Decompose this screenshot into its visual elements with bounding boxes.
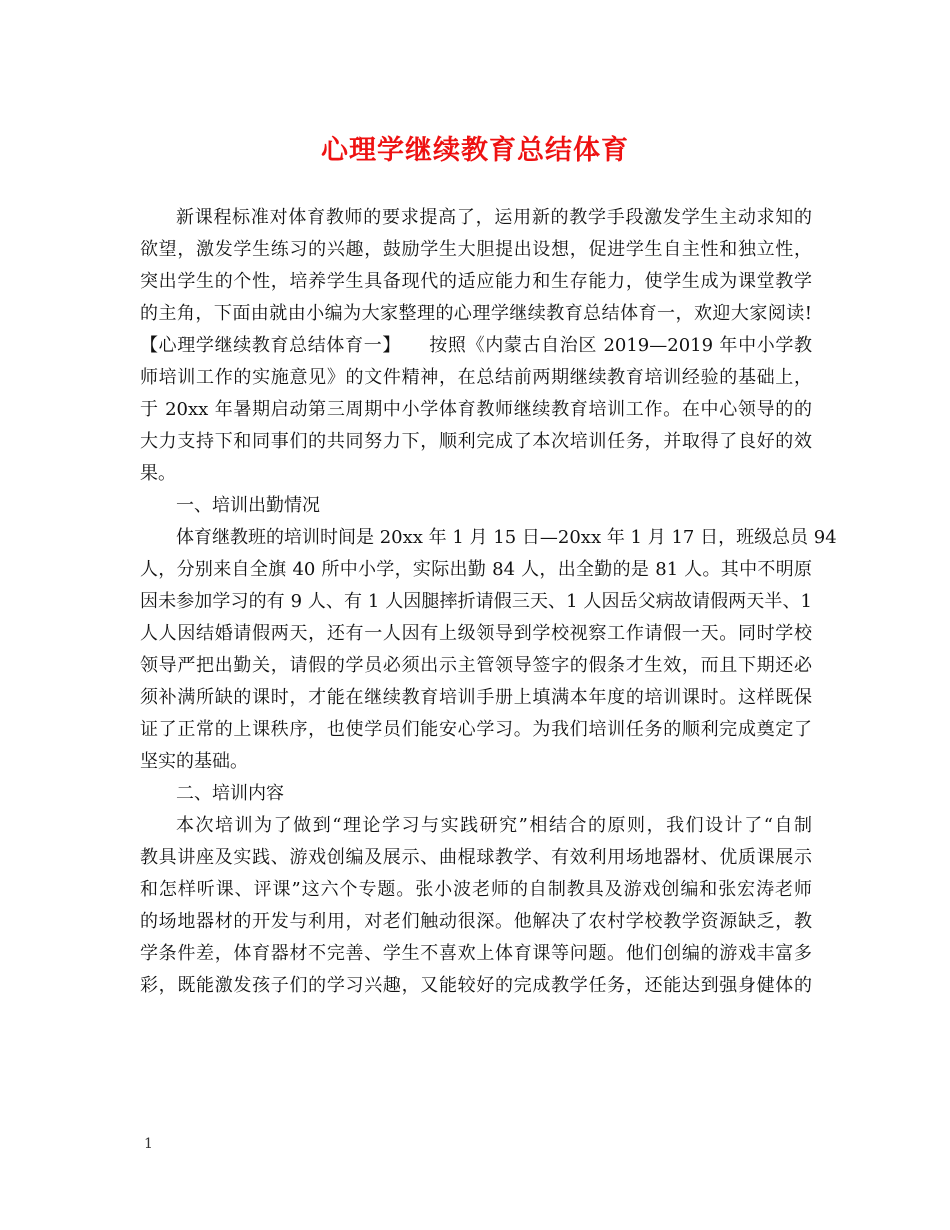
text-line: 突出学生的个性，培养学生具备现代的适应能力和生存能力，使学生成为课堂教学 — [140, 271, 812, 292]
text-line: 学条件差，体育器材不完善、学生不喜欢上体育课等问题。他们创编的游戏丰富多 — [140, 943, 812, 964]
text-line: 师培训工作的实施意见》的文件精神，在总结前两期继续教育培训经验的基础上， — [140, 367, 812, 388]
text-line: 于 20xx 年暑期启动第三周期中小学体育教师继续教育培训工作。在中心领导的的 — [140, 399, 812, 420]
text-line: 教具讲座及实践、游戏创编及展示、曲棍球教学、有效利用场地器材、优质课展示 — [140, 847, 812, 868]
text-line: 人人因结婚请假两天，还有一人因有上级领导到学校视察工作请假一天。同时学校 — [140, 623, 812, 644]
text-line: 新课程标准对体育教师的要求提高了，运用新的教学手段激发学生主动求知的 — [176, 207, 812, 228]
text-line: 体育继教班的培训时间是 20xx 年 1 月 15 日—20xx 年 1 月 17 日，班级总员 94 — [176, 527, 837, 548]
text-line: 和怎样听课、评课”这六个专题。张小波老师的自制教具及游戏创编和张宏涛老师 — [140, 879, 812, 900]
page-number: 1 — [144, 1136, 153, 1152]
text-line: 彩，既能激发孩子们的学习兴趣，又能较好的完成教学任务，还能达到强身健体的 — [140, 975, 812, 996]
text-line: 人，分别来自全旗 40 所中小学，实际出勤 84 人，出全勤的是 81 人。其中不明原 — [140, 559, 812, 580]
document-title: 心理学继续教育总结体育 — [321, 135, 629, 166]
text-line: 因未参加学习的有 9 人、有 1 人因腿摔折请假三天、1 人因岳父病故请假两天半、1 — [140, 591, 812, 612]
text-line: 证了正常的上课秩序，也使学员们能安心学习。为我们培训任务的顺利完成奠定了 — [140, 719, 812, 740]
text-line: 须补满所缺的课时，才能在继续教育培训手册上填满本年度的培训课时。这样既保 — [140, 687, 812, 708]
text-line: 【心理学继续教育总结体育一】 按照《内蒙古自治区 2019—2019 年中小学教 — [140, 335, 812, 356]
text-line: 欲望，激发学生练习的兴趣，鼓励学生大胆提出设想，促进学生自主性和独立性， — [140, 239, 812, 260]
text-line: 本次培训为了做到“理论学习与实践研究”相结合的原则，我们设计了“自制 — [176, 815, 812, 836]
text-line: 大力支持下和同事们的共同努力下，顺利完成了本次培训任务，并取得了良好的效 — [140, 431, 812, 452]
text-line: 的主角，下面由就由小编为大家整理的心理学继续教育总结体育一，欢迎大家阅读! — [140, 303, 812, 324]
text-line: 果。 — [140, 463, 176, 484]
section-heading: 一、培训出勤情况 — [176, 495, 320, 516]
document-body — [140, 202, 837, 1002]
section-heading: 二、培训内容 — [176, 783, 284, 804]
text-line: 领导严把出勤关，请假的学员必须出示主管领导签字的假条才生效，而且下期还必 — [140, 655, 812, 676]
text-line: 的场地器材的开发与利用，对老们触动很深。他解决了农村学校教学资源缺乏，教 — [140, 911, 812, 932]
text-line: 坚实的基础。 — [140, 751, 248, 772]
